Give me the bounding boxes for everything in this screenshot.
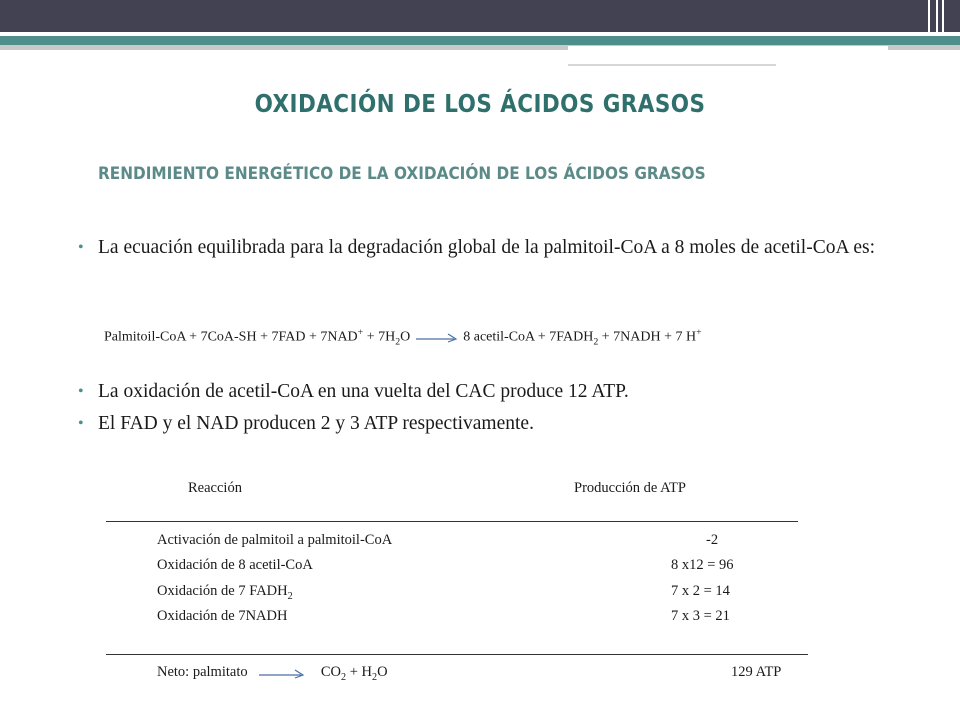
atp-cell: 8 x12 = 96 bbox=[671, 557, 734, 573]
bullet-dot-icon: • bbox=[78, 415, 84, 432]
net-atp-cell: 129 ATP bbox=[731, 664, 782, 680]
bullet-item bbox=[78, 234, 902, 262]
equation-products: 8 acetil-CoA + 7FADH bbox=[463, 329, 594, 345]
table-divider bbox=[106, 654, 808, 655]
chemical-equation bbox=[104, 327, 702, 347]
table-row bbox=[157, 608, 730, 625]
bullet-item bbox=[78, 410, 902, 438]
co2-text: CO bbox=[320, 664, 342, 680]
h2o-o: O bbox=[377, 664, 388, 680]
equation-water: + 7H bbox=[363, 329, 396, 345]
nad-charge: + bbox=[357, 327, 364, 338]
water-subscript: 2 bbox=[395, 336, 401, 348]
reaction-cell: Oxidación de 7NADH bbox=[157, 608, 288, 624]
h2o-subscript: 2 bbox=[372, 671, 378, 683]
reaction-subscript: 2 bbox=[287, 590, 293, 602]
table-header-reaction: Reacción bbox=[188, 480, 242, 496]
co2-subscript: 2 bbox=[341, 671, 347, 683]
bullet-text: El FAD y el NAD producen 2 y 3 ATP respectivamente. bbox=[98, 413, 534, 434]
header-bar bbox=[0, 0, 960, 32]
reaction-cell: Oxidación de 8 acetil-CoA bbox=[157, 557, 313, 573]
atp-cell: 7 x 3 = 21 bbox=[671, 608, 730, 624]
page-title: OXIDACIÓN DE LOS ÁCIDOS GRASOS bbox=[254, 89, 706, 118]
page-subtitle: RENDIMIENTO ENERGÉTICO DE LA OXIDACIÓN DE LOS ÁCIDOS GRASOS bbox=[98, 164, 706, 184]
h2o-text: H bbox=[361, 664, 372, 680]
equation-reactants: Palmitoil-CoA + 7CoA-SH + 7FAD + 7NAD bbox=[104, 329, 358, 345]
table-header-atp: Producción de ATP bbox=[574, 480, 686, 496]
proton-charge: + bbox=[696, 327, 702, 338]
bullet-item bbox=[78, 378, 902, 406]
table-row bbox=[157, 557, 734, 574]
table-row bbox=[157, 532, 719, 549]
equation-products-rest: + 7NADH + 7 H bbox=[598, 329, 697, 345]
net-plus: + bbox=[346, 664, 362, 680]
net-label: Neto: palmitato bbox=[157, 664, 248, 680]
teal-band bbox=[0, 36, 960, 45]
bullet-text: La ecuación equilibrada para la degradación global de la palmitoil-CoA a 8 moles de acetil-CoA es: bbox=[98, 237, 876, 258]
fadh-subscript: 2 bbox=[593, 336, 599, 348]
bullet-dot-icon: • bbox=[78, 239, 84, 256]
bullet-dot-icon: • bbox=[78, 383, 84, 400]
table-row bbox=[157, 583, 730, 602]
bullet-text: La oxidación de acetil-CoA en una vuelta del CAC produce 12 ATP. bbox=[98, 381, 629, 402]
reaction-cell: Oxidación de 7 FADH bbox=[157, 583, 288, 599]
table-net-row bbox=[157, 664, 782, 683]
equation-water-o: O bbox=[400, 329, 411, 345]
atp-cell: 7 x 2 = 14 bbox=[671, 583, 730, 599]
atp-cell: -2 bbox=[706, 532, 719, 548]
table-divider bbox=[106, 521, 798, 522]
reaction-arrow-icon bbox=[414, 331, 460, 343]
net-arrow-icon bbox=[257, 667, 307, 679]
reaction-cell: Activación de palmitoil a palmitoil-CoA bbox=[157, 532, 393, 548]
header-notch-lower bbox=[568, 52, 776, 66]
